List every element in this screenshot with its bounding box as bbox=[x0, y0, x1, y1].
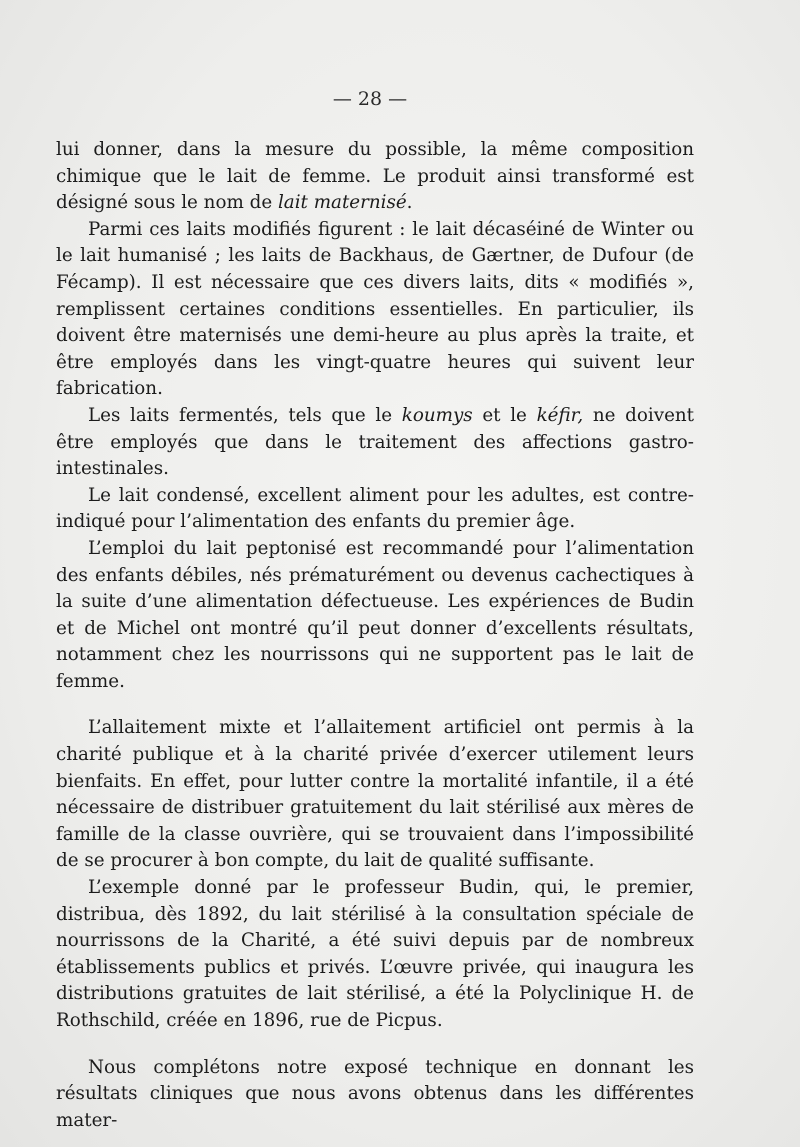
paragraph-lait-peptonise: L’emploi du lait peptonisé est recommandé pour l’alimentation des enfants débiles, nés prématurément ou devenus cachectiques à la suite d’une alimentation défectueuse. Les expériences de Budin et de Michel ont montré qu’il peut donner d’excellents résultats, notamment chez les nourrissons qui ne supportent pas le lait de femme. bbox=[56, 537, 694, 692]
italic-term: kéfir, bbox=[536, 404, 584, 426]
body-text bbox=[56, 137, 694, 1134]
text-run: Les laits fermentés, tels que le bbox=[88, 404, 402, 426]
paragraph-resultats bbox=[56, 1055, 694, 1135]
paragraph-lait-condense: Le lait condensé, excellent aliment pour les adultes, est contre-indiqué pour l’alimentation des enfants du premier âge. bbox=[56, 484, 694, 533]
paragraph-lait-maternise bbox=[56, 137, 694, 217]
text-run: et le bbox=[472, 404, 537, 426]
paragraph-allaitement: L’allaitement mixte et l’allaitement artificiel ont permis à la charité publique et à la charité privée d’exercer utilement leurs bienfaits. En effet, pour lutter contre la mortalité infantile, il a été nécessaire de distribuer gratuitement du lait stérilisé aux mères de famille de la classe ouvrière, qui se trouvaient dans l’impossibilité de se procurer à bon compte, du lait de qualité suffisante. bbox=[56, 717, 694, 872]
page-number: — 28 — bbox=[332, 88, 408, 110]
paragraph-laits-modifies: Parmi ces laits modifiés figurent : le lait décaséiné de Winter ou le lait humanisé ; les laits de Backhaus, de Gærtner, de Dufour (de Fécamp). Il est nécessaire que ces divers laits, dits « modifiés », remplissent certaines conditions essentielles. En particulier, ils doivent être maternisés une demi-heure au plus après la traite, et être employés dans les vingt-quatre heures qui suivent leur fabrication. bbox=[56, 218, 694, 400]
paragraph-budin: L’exemple donné par le professeur Budin, qui, le premier, distribua, dès 1892, du lait stérilisé à la consultation spéciale de nourrissons de la Charité, a été suivi depuis par de nombreux établissements publics et privés. L’œuvre privée, qui inaugura les distributions gratuites de lait stérilisé, a été la Polyclinique H. de Rothschild, créée en 1896, rue de Picpus. bbox=[56, 877, 694, 1031]
text-run: Nous complétons notre exposé technique en donnant les résultats cliniques que nous avons obtenus dans les différentes mater- bbox=[56, 1056, 694, 1131]
italic-term: koumys bbox=[401, 404, 473, 426]
text-run: . bbox=[406, 192, 413, 214]
italic-term: lait maternisé bbox=[277, 192, 407, 214]
text-run: ne doivent être employés que dans le traitement des affections gastro-intestinales. bbox=[56, 404, 695, 480]
text-run: lui donner, dans la mesure du possible, la même composition chimique que le lait de femme. Le produit ainsi transformé est désigné sous le nom de bbox=[56, 139, 694, 214]
paragraph-laits-fermentes bbox=[56, 403, 694, 483]
